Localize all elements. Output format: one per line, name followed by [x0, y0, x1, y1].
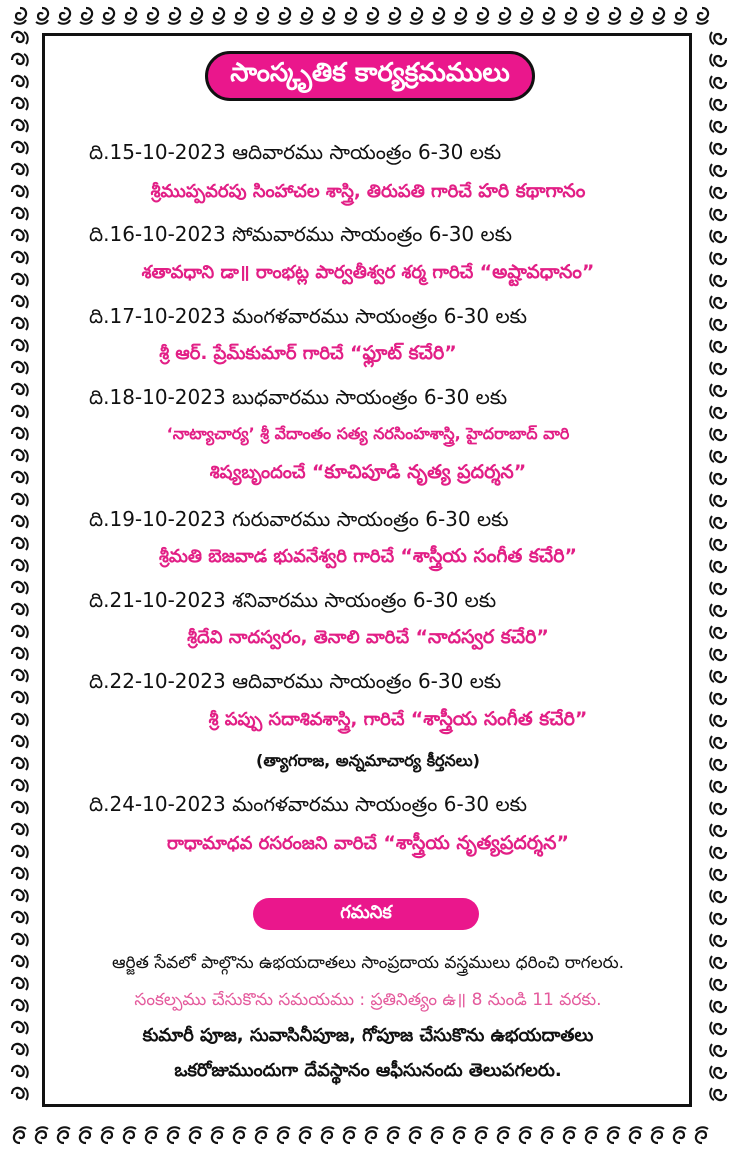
border-motif	[212, 8, 224, 24]
border-motif	[190, 1127, 202, 1143]
border-motif	[36, 1127, 48, 1143]
border-motif	[12, 32, 28, 44]
border-motif	[710, 802, 726, 814]
border-motif	[58, 1127, 70, 1143]
border-motif	[12, 54, 28, 66]
border-motif	[476, 1127, 488, 1143]
border-motif	[14, 1127, 26, 1143]
border-motif	[12, 890, 28, 902]
border-motif	[366, 1127, 378, 1143]
border-motif	[146, 1127, 158, 1143]
event-performer-line	[0, 424, 736, 447]
event-performer: శతావధాని డా॥ రాంభట్ల పార్వతీశ్వర శర్మ గారిచే	[141, 262, 474, 283]
border-motif	[476, 8, 488, 24]
border-motif	[710, 340, 726, 352]
border-motif	[234, 1127, 246, 1143]
border-motif	[12, 76, 28, 88]
border-motif	[12, 208, 28, 220]
event-performer-line	[30, 708, 736, 735]
event-program: “శాస్త్రీయ సంగీత కచేరి”	[400, 545, 578, 567]
border-motif	[12, 1088, 28, 1100]
border-motif	[58, 8, 70, 24]
border-motif	[652, 1127, 664, 1143]
border-motif	[710, 868, 726, 880]
border-motif	[710, 1088, 726, 1100]
border-motif	[124, 8, 136, 24]
border-motif	[366, 8, 378, 24]
border-motif	[710, 98, 726, 110]
notice-line: కుమారీ పూజ, సువాసినీపూజ, గోపూజ చేసుకొను ఉభయదాతలు	[142, 1025, 594, 1046]
event-performer-line	[0, 545, 736, 572]
border-motif	[12, 714, 28, 726]
border-motif	[710, 516, 726, 528]
border-motif	[432, 1127, 444, 1143]
border-motif	[710, 142, 726, 154]
border-motif	[710, 76, 726, 88]
border-motif	[12, 934, 28, 946]
border-motif	[652, 8, 664, 24]
event-performer: శ్రీముప్పవరపు సింహాచల శాస్త్రి, తిరుపతి గారిచే	[150, 181, 472, 202]
border-motif	[12, 780, 28, 792]
border-motif	[710, 604, 726, 616]
border-motif	[586, 8, 598, 24]
border-motif	[710, 736, 726, 748]
event-program: “శాస్త్రీయ సంగీత కచేరి”	[410, 708, 588, 730]
border-motif	[12, 692, 28, 704]
border-motif	[710, 494, 726, 506]
border-motif	[608, 8, 620, 24]
event-program: “నాదస్వర కచేరి”	[415, 626, 549, 648]
page-title: సాంస్కృతిక కార్యక్రమములు	[205, 51, 535, 101]
border-motif	[12, 670, 28, 682]
border-motif	[102, 1127, 114, 1143]
border-motif	[674, 8, 686, 24]
border-motif	[710, 208, 726, 220]
event-date-line: ది.24-10-2023 మంగళవారము సాయంత్రం 6-30 లకు	[89, 792, 528, 816]
border-motif	[608, 1127, 620, 1143]
border-motif	[410, 8, 422, 24]
border-motif	[12, 516, 28, 528]
border-motif	[454, 1127, 466, 1143]
event-performer-cont: శిష్యబృందంచే	[209, 462, 306, 483]
event-date-line: ది.18-10-2023 బుధవారము సాయంత్రం 6-30 లకు	[89, 385, 508, 409]
border-motif	[124, 1127, 136, 1143]
border-motif	[12, 296, 28, 308]
border-motif	[542, 1127, 554, 1143]
event-performer-line	[0, 342, 676, 369]
event-program: “కూచిపూడి నృత్య ప్రదర్శన”	[311, 461, 527, 483]
event-performer: రాధామాధవ రసరంజని వారిచే	[167, 833, 378, 854]
border-motif	[454, 8, 466, 24]
border-motif	[498, 1127, 510, 1143]
border-motif	[564, 8, 576, 24]
border-motif	[710, 406, 726, 418]
border-motif	[696, 8, 708, 24]
border-motif	[322, 1127, 334, 1143]
event-date-line: ది.16-10-2023 సోమవారము సాయంత్రం 6-30 లకు	[89, 222, 513, 246]
event-date-line: ది.15-10-2023 ఆదివారము సాయంత్రం 6-30 లకు	[89, 140, 502, 164]
border-motif	[520, 8, 532, 24]
border-motif	[278, 8, 290, 24]
border-motif	[344, 1127, 356, 1143]
border-motif	[12, 318, 28, 330]
border-motif	[710, 692, 726, 704]
event-program: “ఫ్లూట్ కచేరి”	[349, 342, 457, 364]
border-motif	[12, 736, 28, 748]
border-motif	[710, 582, 726, 594]
event-performer-line	[0, 626, 736, 653]
border-motif	[710, 978, 726, 990]
border-motif	[12, 912, 28, 924]
border-motif	[710, 384, 726, 396]
event-date-line: ది.19-10-2023 గురువారము సాయంత్రం 6-30 లకు	[89, 507, 509, 531]
event-performer: ‘నాట్యాచార్య’ శ్రీ వేదాంతం సత్య నరసింహశాస్త్రి, హైదరాబాద్ వారి	[166, 424, 570, 443]
border-motif	[630, 1127, 642, 1143]
border-motif	[12, 98, 28, 110]
border-motif	[80, 1127, 92, 1143]
border-motif	[12, 978, 28, 990]
border-motif	[80, 8, 92, 24]
border-motif	[278, 1127, 290, 1143]
border-motif	[564, 1127, 576, 1143]
border-motif	[36, 8, 48, 24]
border-motif	[168, 1127, 180, 1143]
border-motif	[12, 604, 28, 616]
notice-line: ఆర్జిత సేవలో పాల్గొను ఉభయదాతలు సాంప్రదాయ వస్త్రములు ధరించి రాగలరు.	[111, 953, 625, 973]
border-motif	[12, 230, 28, 242]
border-motif	[710, 318, 726, 330]
border-motif	[432, 8, 444, 24]
event-program: “అష్టావధానం”	[479, 261, 595, 283]
border-motif	[12, 120, 28, 132]
border-motif	[12, 164, 28, 176]
border-motif	[696, 1127, 708, 1143]
border-motif	[498, 8, 510, 24]
border-motif	[710, 934, 726, 946]
event-performer: శ్రీ పప్పు సదాశివశాస్త్రి, గారిచే	[208, 709, 405, 730]
border-motif	[300, 1127, 312, 1143]
event-performer-line	[0, 180, 736, 207]
event-program: హరి కథాగానం	[478, 180, 586, 202]
notice-timing-line: సంకల్పము చేసుకొను సమయము : ప్రతినిత్యం ఉ॥ 8 నుండి 11 వరకు.	[134, 990, 602, 1010]
border-motif	[256, 1127, 268, 1143]
event-performer: శ్రీ ఆర్. ప్రేమ్‌కుమార్ గారిచే	[159, 343, 344, 364]
border-motif	[674, 1127, 686, 1143]
border-motif	[102, 8, 114, 24]
border-motif	[12, 384, 28, 396]
notice-heading: గమనిక	[253, 898, 479, 930]
event-note: (త్యాగరాజ, అన్నమాచార్య కీర్తనలు)	[256, 751, 480, 770]
border-motif	[146, 8, 158, 24]
border-motif	[710, 32, 726, 44]
event-performer: శ్రీదేవి నాదస్వరం, తెనాలి వారిచే	[187, 627, 410, 648]
border-motif	[12, 582, 28, 594]
border-motif	[710, 670, 726, 682]
border-motif	[630, 8, 642, 24]
event-performer: శ్రీమతి బెజవాడ భువనేశ్వరి గారిచే	[158, 546, 395, 567]
event-performer-line	[0, 261, 736, 288]
border-motif	[542, 8, 554, 24]
border-motif	[710, 164, 726, 176]
border-motif	[234, 8, 246, 24]
border-motif	[12, 494, 28, 506]
border-motif	[586, 1127, 598, 1143]
border-motif	[710, 296, 726, 308]
border-motif	[12, 868, 28, 880]
event-performer-line	[0, 832, 736, 859]
border-motif	[710, 780, 726, 792]
border-motif	[710, 120, 726, 132]
border-motif	[12, 142, 28, 154]
border-motif	[212, 1127, 224, 1143]
event-performer-line-2	[0, 461, 736, 488]
border-motif	[388, 1127, 400, 1143]
border-motif	[710, 890, 726, 902]
border-motif	[300, 8, 312, 24]
border-motif	[14, 8, 26, 24]
border-motif	[12, 802, 28, 814]
border-motif	[344, 8, 356, 24]
border-motif	[710, 912, 726, 924]
border-motif	[710, 54, 726, 66]
border-motif	[190, 8, 202, 24]
event-date-line: ది.22-10-2023 ఆదివారము సాయంత్రం 6-30 లకు	[89, 669, 502, 693]
notice-line: ఒకరోజుముందుగా దేవస్థానం ఆఫీసునందు తెలుపగలరు.	[174, 1060, 562, 1081]
border-motif	[168, 8, 180, 24]
border-motif	[520, 1127, 532, 1143]
event-date-line: ది.21-10-2023 శనివారము సాయంత్రం 6-30 లకు	[89, 588, 497, 612]
border-motif	[410, 1127, 422, 1143]
border-motif	[710, 230, 726, 242]
border-motif	[388, 8, 400, 24]
border-motif	[256, 8, 268, 24]
event-program: “శాస్త్రీయ నృత్యప్రదర్శన”	[383, 832, 569, 854]
border-motif	[710, 362, 726, 374]
border-motif	[12, 406, 28, 418]
border-motif	[322, 8, 334, 24]
event-date-line: ది.17-10-2023 మంగళవారము సాయంత్రం 6-30 లకు	[89, 304, 528, 328]
